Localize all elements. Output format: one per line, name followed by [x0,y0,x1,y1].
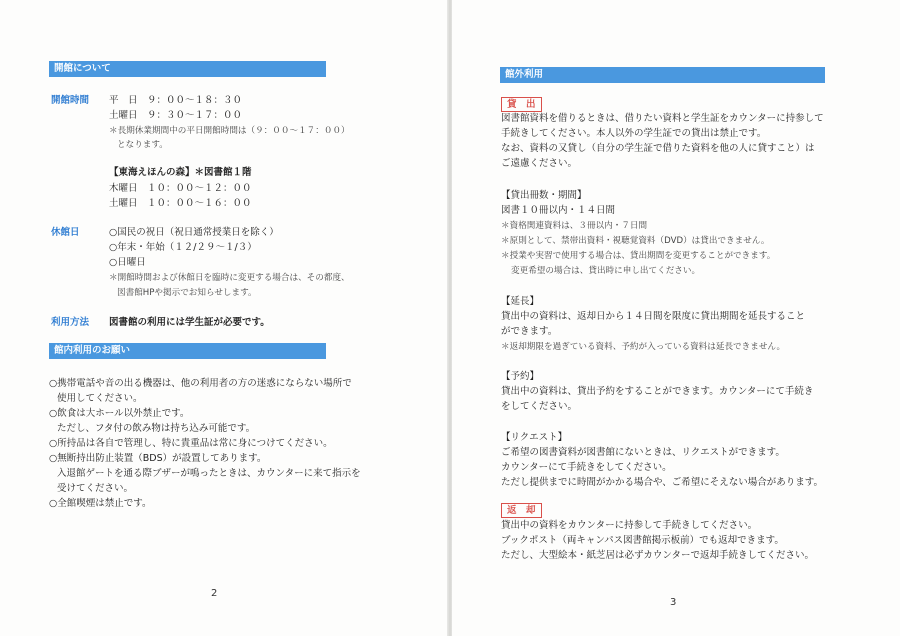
loan-main: 図書１０冊以内・１４日間 [501,205,616,216]
section-header-rules: 館内利用のお願い [49,343,326,359]
renew-line: 貸出中の資料は、返却日から１４日間を限度に貸出期間を延長すること [501,311,806,322]
page-number-right: 3 [670,597,677,608]
loan-title: 【貸出冊数・期間】 [501,190,587,201]
tokai-thursday: 木曜日 １０：００〜１２：００ [109,183,252,194]
lending-badge: 貸 出 [501,97,542,112]
hours-note-2: となります。 [117,140,168,150]
return-line: ブックポスト（両キャンパス図書館掲示板前）でも返却できます。 [501,535,784,546]
hours-label: 開館時間 [51,95,90,106]
renew-title: 【延長】 [501,296,540,307]
rule-line: 入退館ゲートを通る際ブザーが鳴ったときは、カウンターに来て指示を [57,468,361,479]
loan-note: ＊資格関連資料は、３冊以内・７日間 [501,221,648,231]
usage-text: 図書館の利用には学生証が必要です。 [109,317,270,328]
rule-line: ただし、フタ付の飲み物は持ち込み可能です。 [57,423,256,434]
rule-line: ○全館喫煙は禁止です。 [49,498,152,509]
lending-line: なお、資料の又貸し（自分の学生証で借りた資料を他の人に貸すこと）は [501,143,815,154]
closed-item-3: ○日曜日 [109,257,146,268]
return-line: ただし、大型絵本・紙芝居は必ずカウンターで返却手続きしてください。 [501,550,815,561]
tokai-saturday: 土曜日 １０：００〜１６：００ [109,198,252,209]
section-header-opening: 開館について [49,61,326,77]
section-header-external-use: 館外利用 [500,67,825,83]
rule-line: ○所持品は各自で管理し、特に貴重品は常に身につけてください。 [49,438,333,449]
hours-weekday: 平 日 ９：００〜１８：３０ [109,95,243,106]
page-number-left: 2 [211,588,218,599]
return-badge: 返 却 [501,503,542,518]
rule-line: ○飲食は大ホール以外禁止です。 [49,408,190,419]
return-line: 貸出中の資料をカウンターに持参して手続きしてください。 [501,520,758,531]
rule-line: 使用してください。 [57,393,143,404]
hours-note-1: ＊長期休業期間中の平日開館時間は（９：００〜１７：００） [109,126,350,136]
loan-note: ＊原則として、禁帯出資料・視聴覚資料（DVD）は貸出できません。 [501,236,770,246]
left-page [0,0,448,636]
rule-line: 受けてください。 [57,483,134,494]
rule-line: ○無断持出防止装置（BDS）が設置してあります。 [49,453,267,464]
closed-item-2: ○年末・年始（１２/２９〜１/３） [109,242,257,253]
closed-note-2: 図書館HPや掲示でお知らせします。 [117,288,257,298]
loan-note: 変更希望の場合は、貸出時に申し出てください。 [511,266,701,276]
closed-item-1: ○国民の祝日（祝日通常授業日を除く） [109,227,279,238]
tokai-title: 【東海えほんの森】＊図書館１階 [109,167,252,178]
right-page [452,0,900,636]
reserve-line: をしてください。 [501,401,578,412]
request-line: ただし提供までに時間がかかる場合や、ご希望にそえない場合があります。 [501,477,824,488]
closed-label: 休館日 [51,227,80,238]
lending-line: 手続きしてください。本人以外の学生証での貸出は禁止です。 [501,128,767,139]
lending-line: 図書館資料を借りるときは、借りたい資料と学生証をカウンターに持参して [501,113,824,124]
request-line: ご希望の図書資料が図書館にないときは、リクエストができます。 [501,447,785,458]
hours-saturday: 土曜日 ９：３０〜１７：００ [109,110,243,121]
reserve-line: 貸出中の資料は、貸出予約をすることができます。カウンターにて手続き [501,386,814,397]
reserve-title: 【予約】 [501,371,540,382]
closed-note-1: ＊開館時間および休館日を臨時に変更する場合は、その都度、 [109,273,350,283]
usage-label: 利用方法 [51,317,90,328]
lending-line: ご遠慮ください。 [501,158,578,169]
renew-note: ＊返却期限を過ぎている資料、予約が入っている資料は延長できません。 [501,342,786,352]
loan-note: ＊授業や実習で使用する場合は、貸出期間を変更することができます。 [501,251,776,261]
rule-line: ○携帯電話や音の出る機器は、他の利用者の方の迷惑にならない場所で [49,378,352,389]
request-title: 【リクエスト】 [501,432,568,443]
request-line: カウンターにて手続きをしてください。 [501,462,672,473]
renew-line: ができます。 [501,326,558,337]
